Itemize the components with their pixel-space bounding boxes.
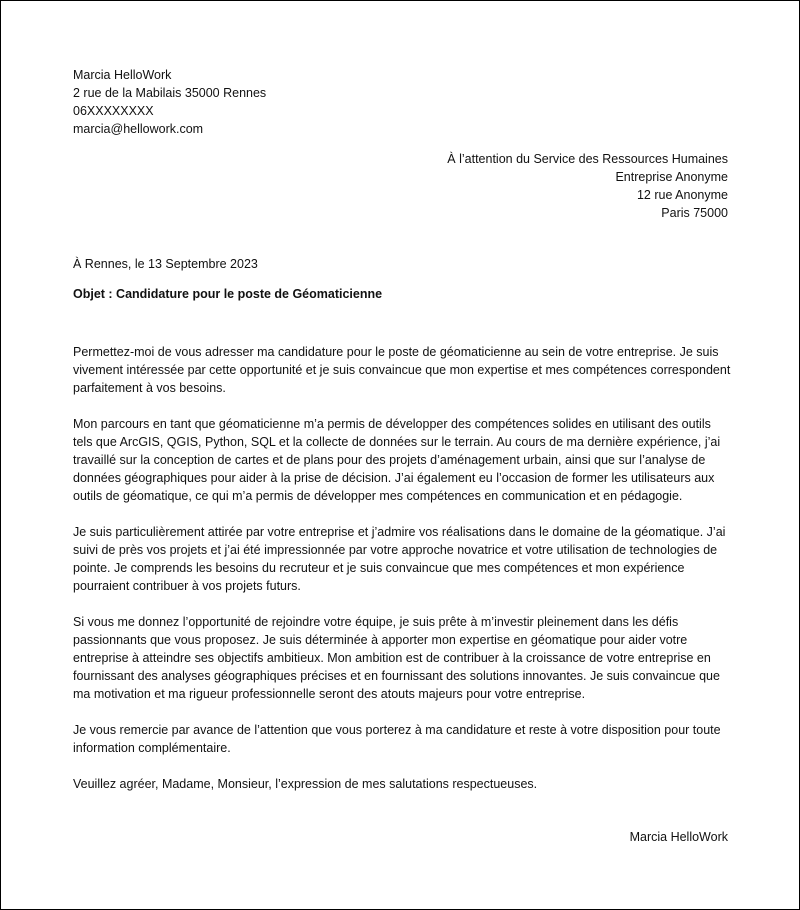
signature: Marcia HelloWork — [629, 830, 728, 844]
closing-paragraph: Veuillez agréer, Madame, Monsieur, l’expression de mes salutations respectueuses. — [73, 777, 538, 791]
recipient-street: 12 rue Anonyme — [636, 188, 728, 202]
recipient-block — [447, 150, 728, 222]
paragraph: Je suis particulièrement attirée par votre entreprise et j’admire vos réalisations dans le domaine de la géomatique. J’ai suivi de près vos projets et j’ai été impressionnée par votre approche novatrice et votre utilisation de technologies de pointe. Je comprends les besoins du recruteur et je suis convaincue que mes compétences et mon expérience pourraient contribuer à vos projets futurs. — [73, 525, 726, 593]
paragraph: Mon parcours en tant que géomaticienne m’a permis de développer des compétences solides en utilisant des outils tels que ArcGIS, QGIS, Python, SQL et la collecte de données sur le terrain. Au cours de ma dernière expérience, j’ai travaillé sur la conception de cartes et de plans pour des projets d’aménagement urbain, ainsi que sur l’analyse de données géographiques pour aider à la prise de décision. J’ai également eu l’occasion de former les utilisateurs aux outils de géomatique, ce qui m’a permis de développer mes compétences en communication et en pédagogie. — [73, 417, 721, 503]
sender-address: 2 rue de la Mabilais 35000 Rennes — [73, 86, 267, 100]
recipient-company: Entreprise Anonyme — [615, 170, 728, 184]
sender-name: Marcia HelloWork — [73, 68, 172, 82]
subject-line: Objet : Candidature pour le poste de Géomaticienne — [73, 287, 383, 301]
recipient-attention: À l’attention du Service des Ressources Humaines — [447, 152, 728, 166]
paragraph: Si vous me donnez l’opportunité de rejoindre votre équipe, je suis prête à m’investir pleinement dans les défis passionnants que vous proposez. Je suis déterminée à apporter mon expertise en géomatique pour aider votre entreprise à atteindre ses objectifs ambitieux. Mon ambition est de contribuer à la croissance de votre entreprise en fournissant des analyses géographiques précises et en fournissant des solutions innovantes. Je suis convaincue que ma motivation et ma rigueur professionnelle seront des atouts majeurs pour votre entreprise. — [73, 615, 720, 701]
date-line: À Rennes, le 13 Septembre 2023 — [73, 257, 258, 271]
letter-body — [73, 343, 733, 811]
recipient-city: Paris 75000 — [661, 206, 728, 220]
paragraph: Permettez-moi de vous adresser ma candidature pour le poste de géomaticienne au sein de votre entreprise. Je suis vivement intéressée par cette opportunité et je suis convaincue que mon expertise et mes compétences correspondent parfaitement à vos besoins. — [73, 345, 731, 395]
sender-phone: 06XXXXXXXX — [73, 104, 154, 118]
paragraph: Je vous remercie par avance de l’attention que vous porterez à ma candidature et reste à votre disposition pour toute information complémentaire. — [73, 723, 721, 755]
sender-email: marcia@hellowork.com — [73, 122, 204, 136]
sender-block — [73, 66, 266, 138]
